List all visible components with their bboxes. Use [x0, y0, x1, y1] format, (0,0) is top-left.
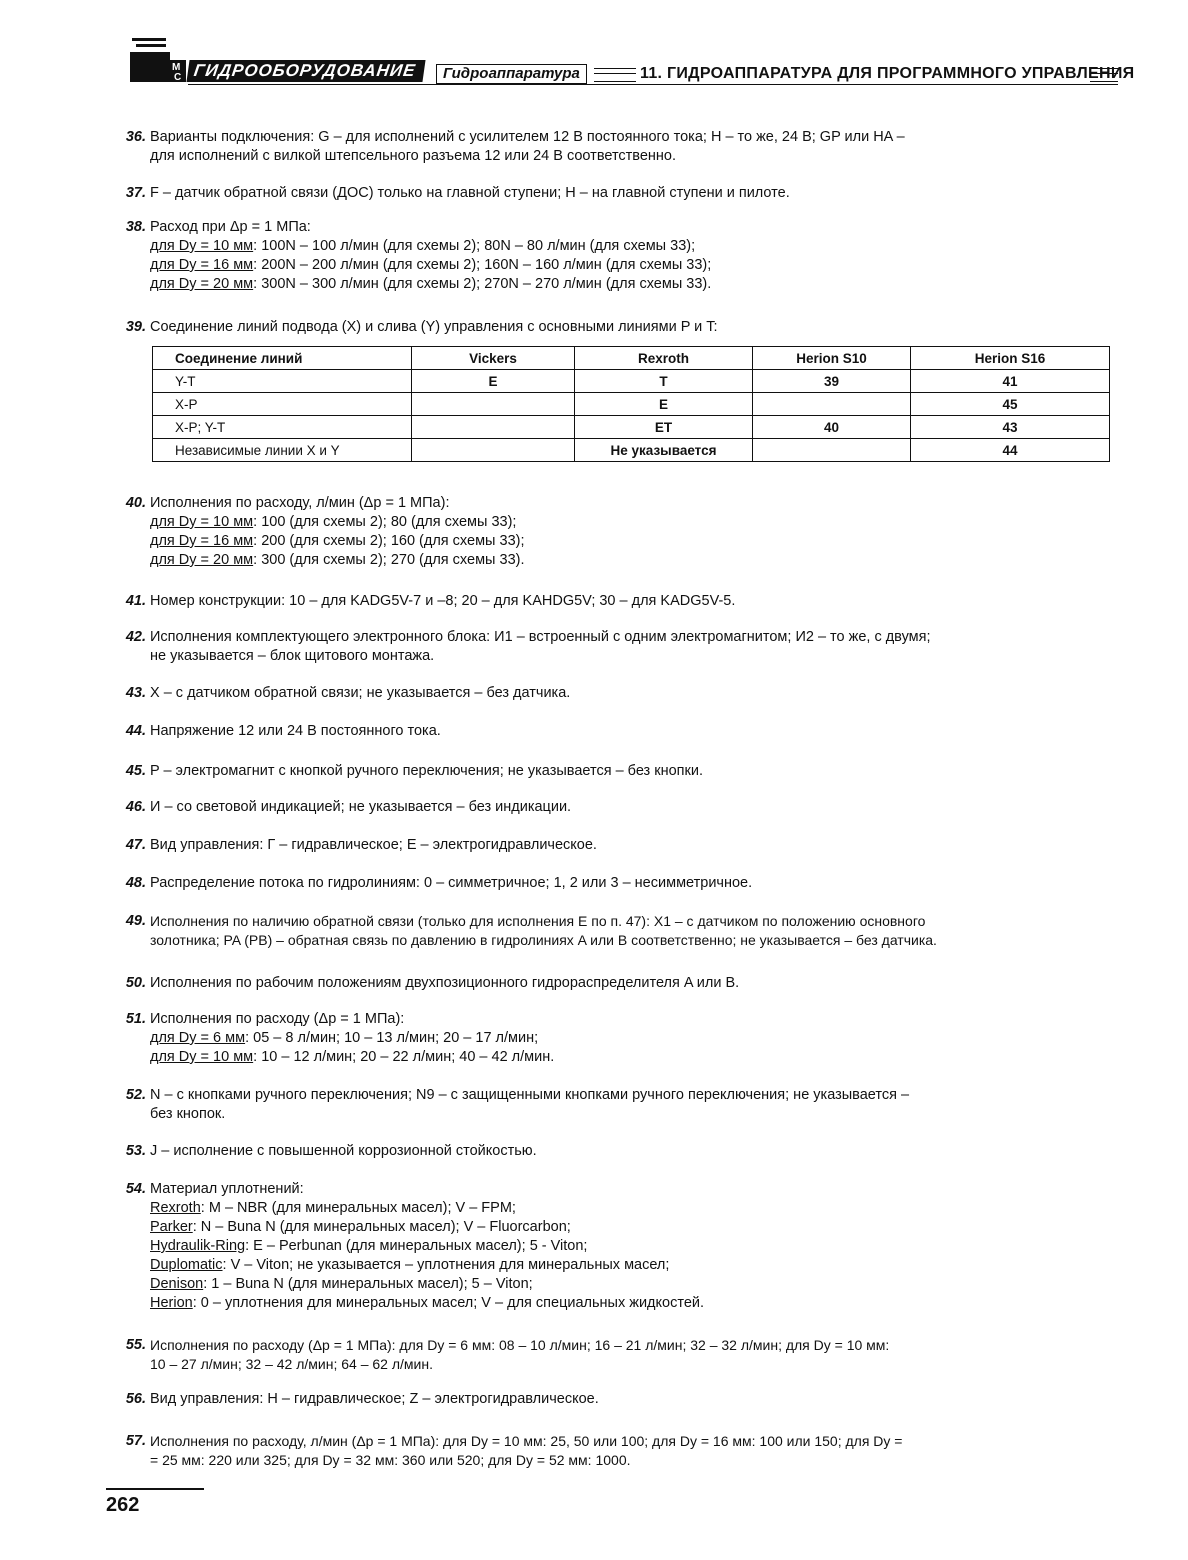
note-underlined: Denison	[150, 1276, 204, 1292]
note-text: Напряжение 12 или 24 В постоянного тока.	[150, 723, 441, 739]
header-decor-lines-left	[594, 68, 636, 82]
note-text: для исполнений с вилкой штепсельного разъема 12 или 24 В соответственно.	[150, 148, 677, 164]
note-text: 10 – 27 л/мин; 32 – 42 л/мин; 64 – 62 л/мин.	[150, 1356, 433, 1372]
note-underlined: Rexroth	[150, 1200, 201, 1216]
table-cell: X-P	[153, 393, 412, 416]
note-number: 50.	[125, 975, 146, 991]
note-text: И – со световой индикацией; не указывается – без индикации.	[150, 799, 572, 815]
note-37	[112, 184, 1112, 203]
table-cell: E	[412, 370, 575, 393]
note-47	[112, 836, 1112, 855]
table-cell	[412, 416, 575, 439]
note-number: 36.	[125, 129, 146, 145]
note-number: 48.	[125, 875, 146, 891]
company-logo	[128, 34, 186, 88]
note-number: 38.	[125, 219, 146, 235]
note-text: Исполнения по рабочим положениям двухпозиционного гидрораспределителя A или B.	[150, 975, 740, 991]
note-text: Исполнения по расходу (Δp = 1 МПа):	[150, 1011, 405, 1027]
note-36	[112, 128, 1112, 166]
note-44	[112, 722, 1112, 741]
note-underlined: Herion	[150, 1295, 193, 1311]
note-number: 51.	[125, 1011, 146, 1027]
table-cell	[412, 439, 575, 462]
table-cell: X-P; Y-T	[153, 416, 412, 439]
note-50	[112, 974, 1112, 993]
connection-table	[152, 346, 1110, 462]
table-cell: E	[575, 393, 753, 416]
header-chapter-title: 11. ГИДРОАППАРАТУРА ДЛЯ ПРОГРАММНОГО УПРАВЛЕНИЯ	[640, 65, 1135, 82]
note-underlined: Hydraulik-Ring	[150, 1238, 246, 1254]
table-header-cell: Herion S10	[753, 347, 911, 370]
note-underlined: для Dу = 6 мм	[150, 1030, 246, 1046]
note-text: Исполнения по наличию обратной связи (только для исполнения Е по п. 47): X1 – с датчиком по положению основного	[150, 913, 926, 929]
svg-text:C: C	[174, 72, 182, 83]
note-underlined: для Dу = 16 мм	[150, 533, 254, 549]
table-cell: 45	[911, 393, 1110, 416]
table-cell: 40	[753, 416, 911, 439]
note-text: : 200N – 200 л/мин (для схемы 2); 160N – 160 л/мин (для схемы 33);	[253, 257, 712, 273]
table-cell: 43	[911, 416, 1110, 439]
note-text: : 200 (для схемы 2); 160 (для схемы 33);	[253, 533, 525, 549]
header-section: ГИДРООБОРУДОВАНИЕ	[186, 60, 425, 82]
table-cell	[753, 439, 911, 462]
note-text: : 300 (для схемы 2); 270 (для схемы 33).	[253, 552, 525, 568]
note-45	[112, 762, 1112, 781]
note-number: 53.	[125, 1143, 146, 1159]
header-subsection: Гидроаппаратура	[436, 64, 587, 84]
table-header-cell: Herion S16	[911, 347, 1110, 370]
note-text: : N – Buna N (для минеральных масел); V – Fluorcarbon;	[192, 1219, 571, 1235]
note-text: не указывается – блок щитового монтажа.	[150, 648, 435, 664]
note-text: Исполнения по расходу, л/мин (Δp = 1 МПа): для Dу = 10 мм: 25, 50 или 100; для Dу = 16 мм: 100 или 150; для Dу =	[150, 1433, 903, 1449]
table-header-cell: Rexroth	[575, 347, 753, 370]
note-text: : 100N – 100 л/мин (для схемы 2); 80N – 80 л/мин (для схемы 33);	[253, 238, 696, 254]
note-number: 54.	[125, 1181, 146, 1197]
note-number: 57.	[125, 1433, 146, 1449]
note-text: P – электромагнит с кнопкой ручного переключения; не указывается – без кнопки.	[150, 763, 703, 779]
table-cell: Не указывается	[575, 439, 753, 462]
note-text: Исполнения по расходу, л/мин (Δp = 1 МПа):	[150, 495, 450, 511]
note-text: J – исполнение с повышенной коррозионной стойкостью.	[150, 1143, 537, 1159]
note-number: 40.	[125, 495, 146, 511]
table-row	[153, 439, 1110, 462]
table-cell: Y-T	[153, 370, 412, 393]
note-underlined: для Dу = 20 мм	[150, 552, 254, 568]
note-text: Номер конструкции: 10 – для KADG5V-7 и –8; 20 – для KAHDG5V; 30 – для KADG5V-5.	[150, 593, 736, 609]
note-55	[112, 1336, 1112, 1374]
table-header-cell: Vickers	[412, 347, 575, 370]
note-text: : 100 (для схемы 2); 80 (для схемы 33);	[253, 514, 517, 530]
note-text: F – датчик обратной связи (ДОС) только на главной ступени; H – на главной ступени и пилоте.	[150, 185, 790, 201]
note-48	[112, 874, 1112, 893]
note-underlined: для Dу = 10 мм	[150, 238, 254, 254]
note-text: : M – NBR (для минеральных масел); V – FPM;	[200, 1200, 516, 1216]
note-text: без кнопок.	[150, 1106, 226, 1122]
note-number: 42.	[125, 629, 146, 645]
note-number: 39.	[125, 319, 146, 335]
table-cell: 41	[911, 370, 1110, 393]
page-number: 262	[106, 1494, 140, 1516]
note-number: 52.	[125, 1087, 146, 1103]
table-header-row	[153, 347, 1110, 370]
note-underlined: для Dу = 10 мм	[150, 514, 254, 530]
note-text: Распределение потока по гидролиниям: 0 – симметричное; 1, 2 или 3 – несимметричное.	[150, 875, 753, 891]
table-cell	[753, 393, 911, 416]
table-cell: 39	[753, 370, 911, 393]
note-54	[112, 1180, 1112, 1313]
note-text: Вид управления: H – гидравлическое; Z – электрогидравлическое.	[150, 1391, 599, 1407]
note-text: : 300N – 300 л/мин (для схемы 2); 270N – 270 л/мин (для схемы 33).	[253, 276, 712, 292]
note-38	[112, 218, 1112, 294]
table-cell: T	[575, 370, 753, 393]
note-46	[112, 798, 1112, 817]
note-underlined: Duplomatic	[150, 1257, 223, 1273]
note-number: 49.	[125, 913, 146, 929]
note-underlined: для Dу = 16 мм	[150, 257, 254, 273]
table-row	[153, 416, 1110, 439]
note-text: = 25 мм: 220 или 325; для Dу = 32 мм: 360 или 520; для Dу = 52 мм: 1000.	[150, 1452, 631, 1468]
note-57	[112, 1432, 1112, 1470]
note-51	[112, 1010, 1112, 1067]
svg-text:M: M	[172, 62, 181, 73]
note-number: 41.	[125, 593, 146, 609]
footer-rule	[106, 1488, 204, 1490]
table-cell	[412, 393, 575, 416]
note-number: 56.	[125, 1391, 146, 1407]
note-number: 43.	[125, 685, 146, 701]
note-52	[112, 1086, 1112, 1124]
note-text: Соединение линий подвода (X) и слива (Y) управления с основными линиями P и T:	[150, 319, 718, 335]
note-number: 44.	[125, 723, 146, 739]
note-text: Материал уплотнений:	[150, 1181, 304, 1197]
note-number: 55.	[125, 1337, 146, 1353]
note-text: X – с датчиком обратной связи; не указывается – без датчика.	[150, 685, 571, 701]
note-number: 47.	[125, 837, 146, 853]
note-number: 46.	[125, 799, 146, 815]
note-text: : E – Perbunan (для минеральных масел); 5 - Viton;	[245, 1238, 588, 1254]
table-row	[153, 370, 1110, 393]
note-text: Исполнения по расходу (Δp = 1 МПа): для Dу = 6 мм: 08 – 10 л/мин; 16 – 21 л/мин; 32 – 32 л/мин; для Dу = 10 мм:	[150, 1337, 890, 1353]
note-40	[112, 494, 1112, 570]
table-row	[153, 393, 1110, 416]
table-header-cell: Соединение линий	[153, 347, 412, 370]
note-text: золотника; PA (PB) – обратная связь по давлению в гидролиниях A или B соответственно; не указывается – без датчика.	[150, 932, 937, 948]
note-number: 45.	[125, 763, 146, 779]
note-text: : 10 – 12 л/мин; 20 – 22 л/мин; 40 – 42 л/мин.	[253, 1049, 555, 1065]
header-rule	[188, 84, 1118, 85]
page-header	[128, 34, 1135, 90]
note-39	[112, 318, 1112, 337]
note-43	[112, 684, 1112, 703]
note-number: 37.	[125, 185, 146, 201]
note-text: N – с кнопками ручного переключения; N9 – с защищенными кнопками ручного переключения; не указывается –	[150, 1087, 910, 1103]
note-text: Исполнения комплектующего электронного блока: И1 – встроенный с одним электромагнитом; И2 – то же, с двумя;	[150, 629, 931, 645]
note-text: : 1 – Buna N (для минеральных масел); 5 – Viton;	[203, 1276, 533, 1292]
note-underlined: для Dу = 20 мм	[150, 276, 254, 292]
note-41	[112, 592, 1112, 611]
note-56	[112, 1390, 1112, 1409]
note-text: : 0 – уплотнения для минеральных масел; V – для специальных жидкостей.	[192, 1295, 705, 1311]
table-cell: ET	[575, 416, 753, 439]
note-underlined: для Dу = 10 мм	[150, 1049, 254, 1065]
header-decor-lines-right	[1090, 68, 1118, 82]
note-53	[112, 1142, 1112, 1161]
note-underlined: Parker	[150, 1219, 193, 1235]
note-text: : V – Viton; не указывается – уплотнения для минеральных масел;	[222, 1257, 670, 1273]
table-cell: 44	[911, 439, 1110, 462]
note-text: Расход при Δp = 1 МПа:	[150, 219, 311, 235]
note-49	[112, 912, 1112, 950]
note-42	[112, 628, 1112, 666]
table-cell: Независимые линии X и Y	[153, 439, 412, 462]
note-text: Вид управления: Г – гидравлическое; Е – электрогидравлическое.	[150, 837, 597, 853]
note-text: : 05 – 8 л/мин; 10 – 13 л/мин; 20 – 17 л/мин;	[245, 1030, 539, 1046]
note-text: Варианты подключения: G – для исполнений с усилителем 12 В постоянного тока; H – то же, 24 В; GP или HA –	[150, 129, 905, 145]
